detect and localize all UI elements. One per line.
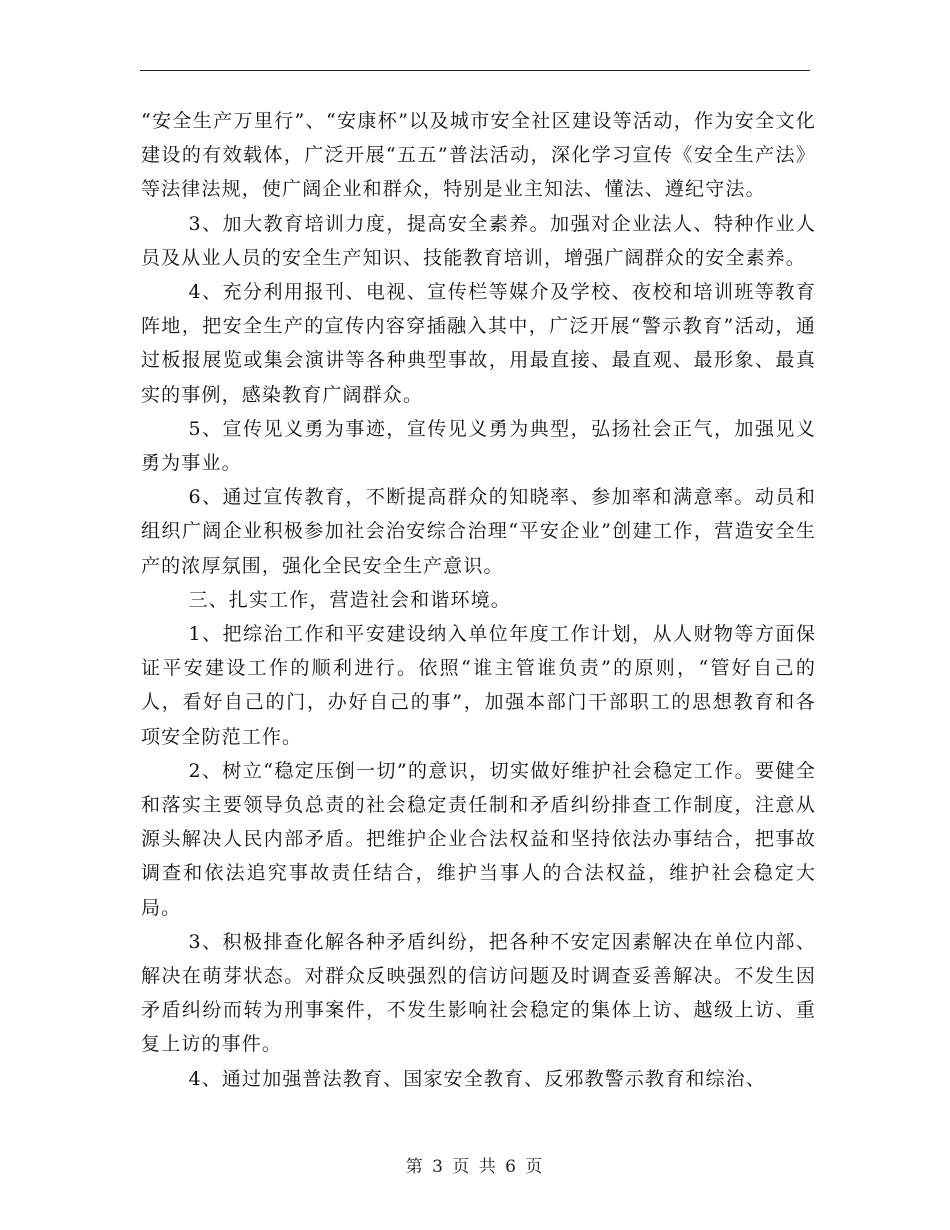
section-heading-3: 三、扎实工作，营造社会和谐环境。 — [188, 588, 511, 611]
paragraph-continued: “安全生产万里行”、“安康杯”以及城市安全社区建设等活动，作为安全文化建设的有效载体，广泛开展“五五”普法活动，深化学习宣传《安全生产法》等法律法规，使广阔企业和群众，特别是业主知法、懂法、遵纪守法。 — [141, 110, 816, 201]
paragraph-item-4-media: 4、充分利用报刊、电视、宣传栏等媒介及学校、夜校和培训班等教育阵地，把安全生产的宣传内容穿插融入其中，广泛开展“警示教育”活动，通过板报展览或集会演讲等各种典型事故，用最直接、最直观、最形象、最真实的事例，感染教育广阔群众。 — [141, 281, 816, 406]
paragraph-item-1-planning: 1、把综治工作和平安建设纳入单位年度工作计划，从人财物等方面保证平安建设工作的顺利进行。依照“谁主管谁负责”的原则，“管好自己的人，看好自己的门，办好自己的事”，加强本部门干部职工的思想教育和各项安全防范工作。 — [141, 623, 816, 748]
paragraph-item-4-education: 4、通过加强普法教育、国家安全教育、反邪教警示教育和综治、 — [188, 1067, 766, 1090]
page-number-footer: 第 3 页 共 6 页 — [405, 1157, 545, 1177]
paragraph-item-3-training: 3、加大教育培训力度，提高安全素养。加强对企业法人、特种作业人员及从业人员的安全生产知识、技能教育培训，增强广阔群众的安全素养。 — [141, 212, 816, 269]
header-rule — [140, 70, 810, 71]
paragraph-item-6-awareness: 6、通过宣传教育，不断提高群众的知晓率、参加率和满意率。动员和组织广阔企业积极参加社会治安综合治理“平安企业”创建工作，营造安全生产的浓厚氛围，强化全民安全生产意识。 — [141, 486, 816, 577]
document-body — [141, 104, 816, 1096]
paragraph-item-3-disputes: 3、积极排查化解各种矛盾纠纷，把各种不安定因素解决在单位内部、解决在萌芽状态。对群众反映强烈的信访问题及时调查妥善解决。不发生因矛盾纠纷而转为刑事案件，不发生影响社会稳定的集体上访、越级上访、重复上访的事件。 — [141, 930, 816, 1056]
paragraph-item-5-heroism: 5、宣传见义勇为事迹，宣传见义勇为典型，弘扬社会正气，加强见义勇为事业。 — [141, 417, 816, 475]
paragraph-item-2-stability: 2、树立“稳定压倒一切”的意识，切实做好维护社会稳定工作。要健全和落实主要领导负总责的社会稳定责任制和矛盾纠纷排查工作制度，注意从源头解决人民内部矛盾。把维护企业合法权益和坚持依法办事结合，把事故调查和依法追究事故责任结合，维护当事人的合法权益，维护社会稳定大局。 — [141, 759, 816, 919]
